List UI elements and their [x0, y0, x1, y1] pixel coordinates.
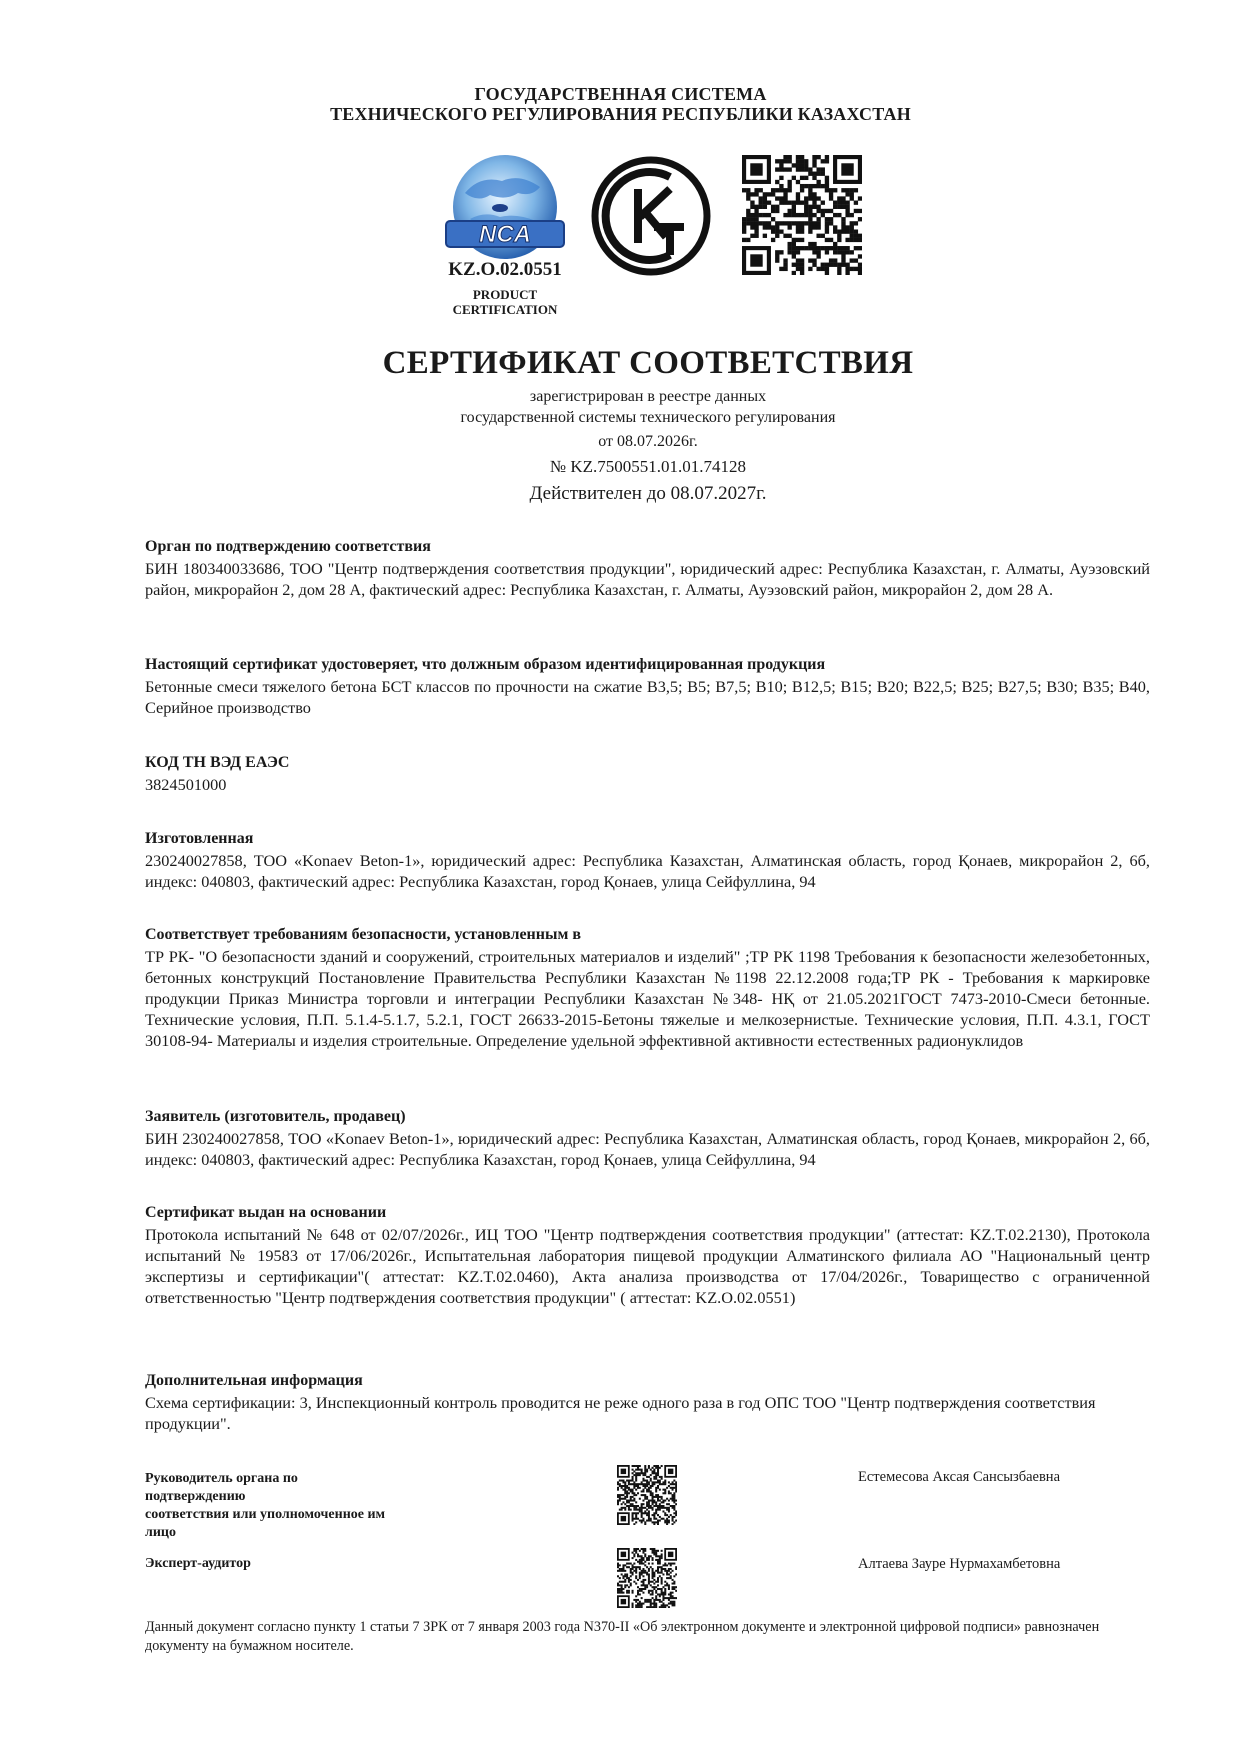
section-text: Бетонные смеси тяжелого бетона БСТ классов по прочности на сжатие В3,5; В5; В7,5; В10; В12,5; В15; В20; В22,5; В25; В27,5; В30; В35; В40, Серийное производство — [145, 677, 1150, 717]
section-product — [145, 654, 1150, 718]
head-label-line: лицо — [145, 1525, 176, 1540]
registry-number: № KZ.7500551.01.01.74128 — [549, 457, 747, 476]
expert-name: Алтаева Зауре Нурмахамбетовна — [858, 1556, 1061, 1572]
section-heading: Дополнительная информация — [145, 1372, 363, 1389]
head-label-line: соответствия или уполномоченное им — [145, 1507, 386, 1522]
certification-label: CERTIFICATION — [452, 302, 558, 317]
registration-code: KZ.O.02.0551 — [448, 259, 562, 280]
expert-signature-qr-icon — [617, 1548, 677, 1608]
head-signature-qr-icon — [617, 1465, 677, 1525]
kt-conformity-mark-icon — [590, 155, 712, 277]
product-label: PRODUCT — [472, 287, 538, 302]
section-heading: Изготовленная — [145, 830, 254, 847]
header-line-2: ТЕХНИЧЕСКОГО РЕГУЛИРОВАНИЯ РЕСПУБЛИКИ КАЗАХСТАН — [330, 104, 911, 124]
head-signature-label — [145, 1470, 445, 1542]
section-heading: Сертификат выдан на основании — [145, 1204, 387, 1221]
valid-until: Действителен до 08.07.2027г. — [529, 483, 767, 504]
section-heading: Настоящий сертификат удостоверяет, что должным образом идентифицированная продукция — [145, 656, 826, 673]
section-text: Протокола испытаний № 648 от 02/07/2026г., ИЦ ТОО "Центр подтверждения соответствия продукции" (аттестат: KZ.T.02.2130), Протокола испытаний № 19583 от 17/06/2026г., Испытательная лаборатория пищевой продукции Алматинского филиала АО "Национальный центр экспертизы и сертификации"( аттестат: KZ.T.02.0460), Акта анализа производства от 17/04/2026г., Товарищество с ограниченной ответственностью "Центр подтверждения соответствия продукции" ( аттестат: KZ.O.02.0551) — [145, 1225, 1150, 1307]
head-name: Естемесова Аксая Сансызбаевна — [858, 1469, 1061, 1485]
section-heading: Соответствует требованиям безопасности, установленным в — [145, 926, 582, 943]
section-certification-body — [145, 536, 1150, 600]
section-manufacturer — [145, 828, 1150, 892]
section-text: 230240027858, ТОО «Konaev Beton-1», юридический адрес: Республика Казахстан, Алматинская область, город Қонаев, микрорайон 2, 6б, индекс: 040803, фактический адрес: Республика Казахстан, город Қонаев, улица Сейфуллина, 94 — [145, 851, 1150, 891]
section-heading: Орган по подтверждению соответствия — [145, 538, 431, 555]
registry-line-1: зарегистрирован в реестре данных — [529, 388, 767, 405]
qr-code-icon — [742, 155, 862, 275]
section-text: 3824501000 — [145, 775, 227, 794]
document-title: СЕРТИФИКАТ СООТВЕТСТВИЯ — [382, 345, 914, 381]
section-text: БИН 180340033686, ТОО "Центр подтверждения соответствия продукции", юридический адрес: Республика Казахстан, г. Алматы, Ауэзовский район, микрорайон 2, дом 28 А, фактический адрес: Республика Казахстан, г. Алматы, Ауэзовский район, микрорайон 2, дом 28 А. — [145, 559, 1150, 599]
section-text: БИН 230240027858, ТОО «Konaev Beton-1», юридический адрес: Республика Казахстан, Алматинская область, город Қонаев, микрорайон 2, 6б, индекс: 040803, фактический адрес: Республика Казахстан, город Қонаев, улица Сейфуллина, 94 — [145, 1129, 1150, 1169]
section-applicant — [145, 1106, 1150, 1170]
head-label-line: Руководитель органа по — [145, 1471, 298, 1486]
section-requirements — [145, 924, 1150, 1051]
registry-line-2: государственной системы технического регулирования — [460, 409, 836, 426]
section-heading: Заявитель (изготовитель, продавец) — [145, 1108, 406, 1125]
header-line-1: ГОСУДАРСТВЕННАЯ СИСТЕМА — [474, 84, 767, 104]
section-text: Схема сертификации: 3, Инспекционный контроль проводится не реже одного раза в год ОПС ТОО "Центр подтверждения соответствия продукции". — [145, 1393, 1096, 1433]
section-additional-info — [145, 1370, 1150, 1434]
expert-signature-label: Эксперт-аудитор — [145, 1556, 251, 1571]
head-label-line: подтверждению — [145, 1489, 246, 1504]
legal-footer: Данный документ согласно пункту 1 статьи 7 ЗРК от 7 января 2003 года N370-II «Об электронном документе и электронной цифровой подписи» равнозначен документу на бумажном носителе. — [145, 1619, 1100, 1654]
section-basis — [145, 1202, 1150, 1308]
globe-logo-icon — [440, 153, 570, 269]
section-text: ТР РК- "О безопасности зданий и сооружений, строительных материалов и изделий" ;ТР РК 1198 Требования к безопасности железобетонных, бетонных конструкций Постановление Правительства Республики Казахстан №1198 22.12.2008 года;ТР РК - Требования к маркировке продукции Приказ Министра торговли и интеграции Республики Казахстан №348- НҚ от 21.05.2021ГОСТ 7473-2010-Смеси бетонные. Технические условия, П.П. 5.1.4-5.1.7, 5.2.1, ГОСТ 26633-2015-Бетоны тяжелые и мелкозернистые. Технические условия, П.П. 4.3.1, ГОСТ 30108-94- Материалы и изделия строительные. Определение удельной эффективной активности естественных радионуклидов — [145, 947, 1150, 1050]
section-hs-code — [145, 752, 1150, 795]
nca-logo-text: NCA — [479, 221, 531, 248]
section-heading: КОД ТН ВЭД ЕАЭС — [145, 754, 290, 771]
registry-date: от 08.07.2026г. — [598, 433, 698, 450]
